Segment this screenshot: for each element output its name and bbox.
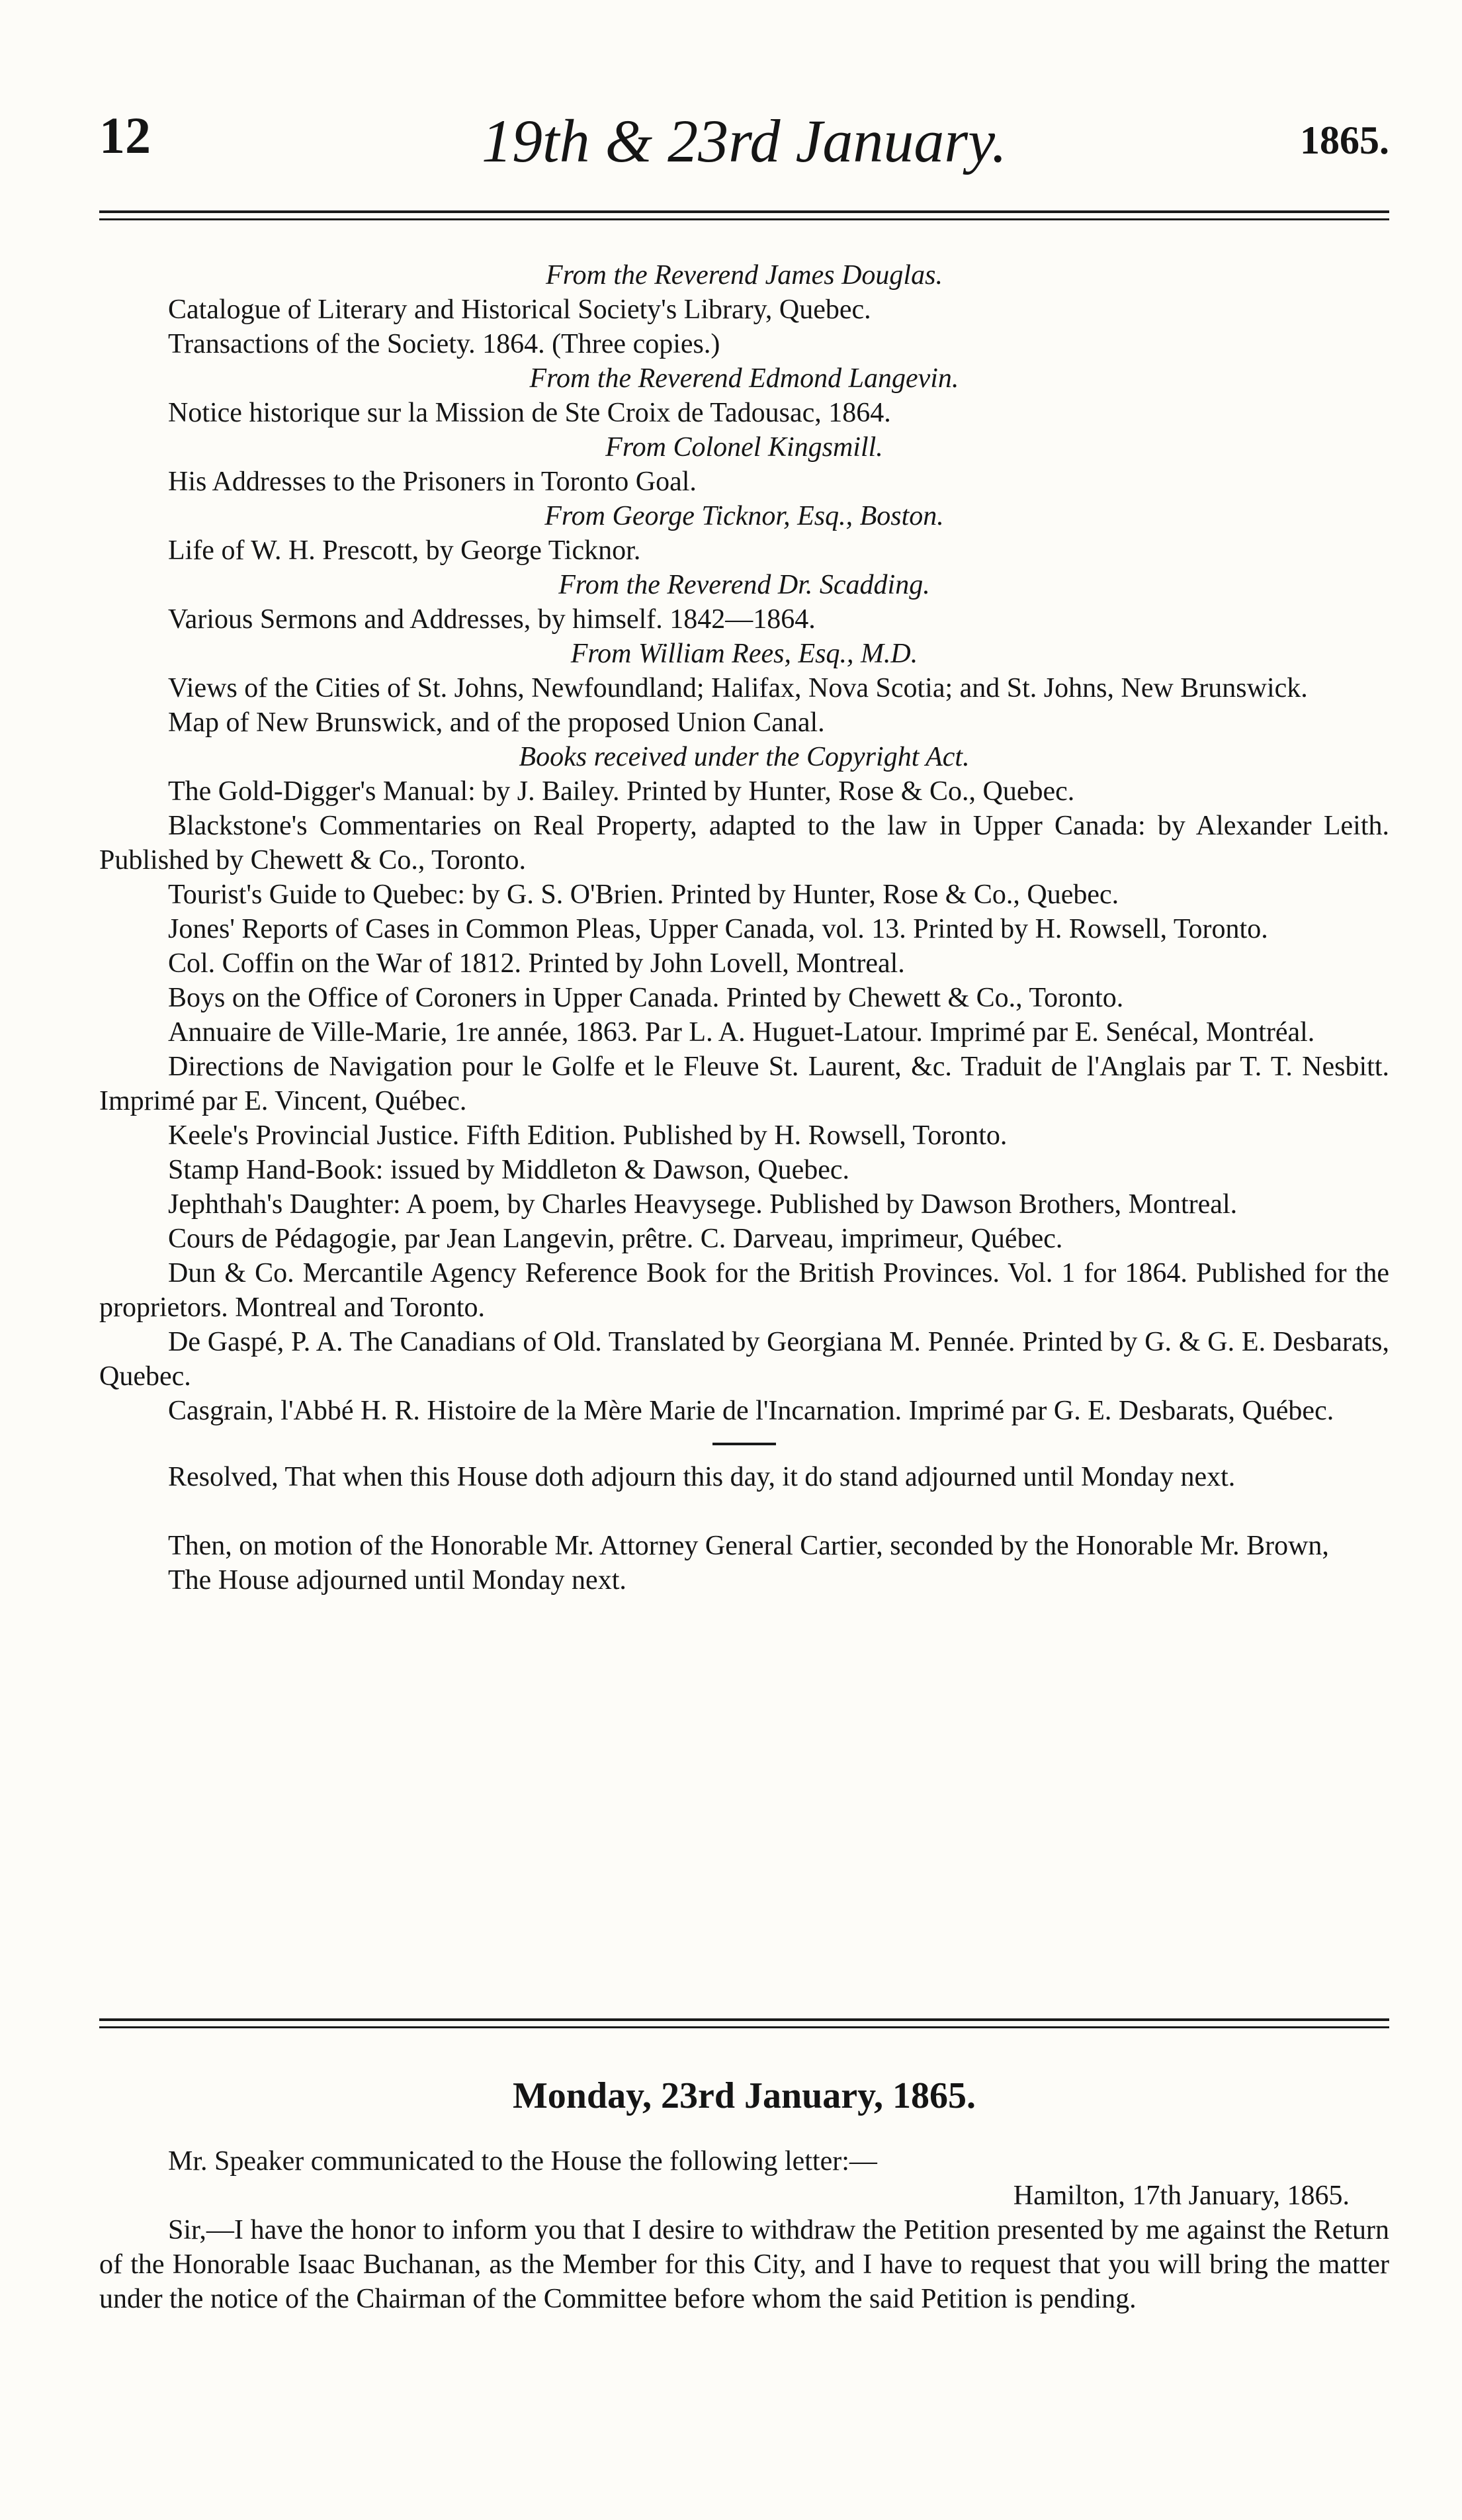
- resolution-paragraph: Resolved, That when this House doth adjourn this day, it do stand adjourned until Monday next.: [168, 1462, 1236, 1492]
- catalogue-entry: Views of the Cities of St. Johns, Newfoundland; Halifax, Nova Scotia; and St. Johns, New Brunswick.: [168, 673, 1308, 703]
- catalogue-entry: The Gold-Digger's Manual: by J. Bailey. Printed by Hunter, Rose & Co., Quebec.: [168, 776, 1075, 807]
- catalogue-entry: Notice historique sur la Mission de Ste Croix de Tadousac, 1864.: [168, 398, 891, 428]
- catalogue-entry: Blackstone's Commentaries on Real Property, adapted to the law in Upper Canada: by Alexander Leith. Published by Chewett & Co., Toronto.: [99, 811, 1389, 876]
- main-content: [99, 258, 1389, 1598]
- running-title: 19th & 23rd January.: [482, 107, 1007, 175]
- catalogue-entry: Jones' Reports of Cases in Common Pleas, Upper Canada, vol. 13. Printed by H. Rowsell, Toronto.: [168, 914, 1268, 944]
- catalogue-entry: Casgrain, l'Abbé H. R. Histoire de la Mère Marie de l'Incarnation. Imprimé par G. E. Desbarats, Québec.: [168, 1396, 1334, 1426]
- header-rule-bottom: [99, 218, 1389, 220]
- catalogue-entry: De Gaspé, P. A. The Canadians of Old. Translated by Georgiana M. Pennée. Printed by G. & G. E. Desbarats, Quebec.: [99, 1327, 1389, 1392]
- letter-text: Sir,—I have the honor to inform you that I desire to withdraw the Petition presented by me against the Return of the Honorable Isaac Buchanan, as the Member for this City, and I have to request that you will bring the matter under the notice of the Chairman of the Committee before whom the said Petition is pending.: [99, 2215, 1389, 2314]
- separator-short-rule: [712, 1443, 776, 1445]
- catalogue-entry: His Addresses to the Prisoners in Toronto Goal.: [168, 467, 697, 497]
- catalogue-entry: Tourist's Guide to Quebec: by G. S. O'Brien. Printed by Hunter, Rose & Co., Quebec.: [168, 879, 1119, 910]
- header-rule-top: [99, 210, 1389, 213]
- catalogue-entry: Transactions of the Society. 1864. (Three copies.): [168, 329, 720, 359]
- catalogue-entry: Directions de Navigation pour le Golfe et le Fleuve St. Laurent, &c. Traduit de l'Anglais par T. T. Nesbitt. Imprimé par E. Vincent, Québec.: [99, 1052, 1389, 1116]
- letter-place-date: Hamilton, 17th January, 1865.: [1013, 2181, 1350, 2211]
- catalogue-entry: Boys on the Office of Coroners in Upper Canada. Printed by Chewett & Co., Toronto.: [168, 983, 1124, 1013]
- catalogue-entry: Various Sermons and Addresses, by himself. 1842—1864.: [168, 604, 816, 635]
- section-heading: Monday, 23rd January, 1865.: [512, 2075, 976, 2116]
- donor-heading: Books received under the Copyright Act.: [519, 742, 970, 772]
- donor-heading: From the Reverend James Douglas.: [546, 260, 943, 291]
- motion-paragraph: Then, on motion of the Honorable Mr. Attorney General Cartier, seconded by the Honorable Mr. Brown,: [168, 1531, 1329, 1561]
- header-year: 1865.: [1300, 118, 1389, 162]
- page-number: 12: [99, 107, 151, 164]
- catalogue-entry: Catalogue of Literary and Historical Society's Library, Quebec.: [168, 294, 871, 325]
- adjournment-line: The House adjourned until Monday next.: [168, 1565, 626, 1596]
- donor-heading: From the Reverend Edmond Langevin.: [529, 363, 959, 394]
- donor-heading: From William Rees, Esq., M.D.: [570, 639, 918, 669]
- section-body: [99, 2144, 1389, 2316]
- catalogue-entry: Keele's Provincial Justice. Fifth Edition. Published by H. Rowsell, Toronto.: [168, 1120, 1008, 1151]
- catalogue-entry: Jephthah's Daughter: A poem, by Charles Heavysege. Published by Dawson Brothers, Montreal.: [168, 1189, 1238, 1220]
- section-rule-top: [99, 2018, 1389, 2021]
- page-header: [99, 106, 1389, 185]
- donor-heading: From George Ticknor, Esq., Boston.: [544, 501, 944, 531]
- catalogue-entry: Cours de Pédagogie, par Jean Langevin, prêtre. C. Darveau, imprimeur, Québec.: [168, 1224, 1063, 1254]
- donor-heading: From the Reverend Dr. Scadding.: [558, 570, 930, 600]
- donor-heading: From Colonel Kingsmill.: [605, 432, 883, 463]
- speaker-intro: Mr. Speaker communicated to the House the following letter:—: [168, 2146, 877, 2177]
- catalogue-entry: Life of W. H. Prescott, by George Ticknor.: [168, 535, 641, 566]
- donation-list: [99, 258, 1389, 1428]
- catalogue-entry: Annuaire de Ville-Marie, 1re année, 1863. Par L. A. Huguet-Latour. Imprimé par E. Senécal, Montréal.: [168, 1017, 1315, 1048]
- section-rule-bottom: [99, 2026, 1389, 2028]
- catalogue-entry: Stamp Hand-Book: issued by Middleton & Dawson, Quebec.: [168, 1155, 850, 1185]
- catalogue-entry: Col. Coffin on the War of 1812. Printed by John Lovell, Montreal.: [168, 948, 905, 979]
- catalogue-entry: Map of New Brunswick, and of the proposed Union Canal.: [168, 707, 825, 738]
- catalogue-entry: Dun & Co. Mercantile Agency Reference Book for the British Provinces. Vol. 1 for 1864. Published for the proprietors. Montreal and Toronto.: [99, 1258, 1389, 1323]
